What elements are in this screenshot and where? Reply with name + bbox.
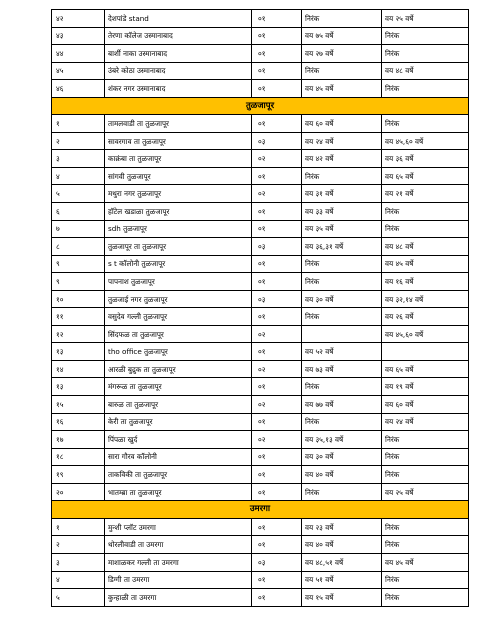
age-col-b-cell: वय ६५ वर्षे (382, 167, 469, 185)
age-col-b-cell: वय २५ वर्षे (382, 10, 469, 28)
age-col-b-cell: वय २४ वर्षे (382, 413, 469, 431)
serial-number-cell: ११ (52, 308, 105, 326)
serial-number-cell: ४३ (52, 27, 105, 45)
count-cell: ०१ (252, 255, 302, 273)
section-title: उमरगा (52, 501, 469, 519)
serial-number-cell: ३ (52, 553, 105, 571)
table-row (52, 45, 469, 63)
place-cell: कुन्हाळी ता उमरगा (105, 589, 252, 607)
age-col-b-cell: वय २५ वर्षे (382, 483, 469, 501)
age-col-a-cell: वय ३६,३१ वर्षे (302, 238, 382, 256)
table-row (52, 483, 469, 501)
serial-number-cell: ४ (52, 571, 105, 589)
count-cell: ०१ (252, 413, 302, 431)
table-row (52, 115, 469, 133)
table-row (52, 273, 469, 291)
table-row (52, 203, 469, 221)
section-header-row (52, 97, 469, 115)
place-cell: सारा गौरव कॉलोनी (105, 448, 252, 466)
serial-number-cell: १३ (52, 378, 105, 396)
count-cell: ०३ (252, 132, 302, 150)
place-cell: हॉटेल खडाळा तुळजापूर (105, 203, 252, 221)
count-cell: ०३ (252, 290, 302, 308)
place-cell: मथुरा नगर तुळजापूर (105, 185, 252, 203)
table-row (52, 413, 469, 431)
age-col-a-cell: वय ४० वर्षे (302, 536, 382, 554)
place-cell: आरळी बुद्रुक ता तुळजापूर (105, 360, 252, 378)
serial-number-cell: ७ (52, 220, 105, 238)
age-col-a-cell: वय ३३ वर्षे (302, 203, 382, 221)
age-col-b-cell: वय ४५ वर्षे (382, 553, 469, 571)
age-col-a-cell: निरंक (302, 378, 382, 396)
age-col-a-cell: निरंक (302, 308, 382, 326)
age-col-a-cell: वय ४२ वर्षे (302, 150, 382, 168)
age-col-b-cell: वय ४८ वर्षे (382, 238, 469, 256)
age-col-b-cell: वय ६५ वर्षे (382, 360, 469, 378)
age-col-a-cell: निरंक (302, 413, 382, 431)
count-cell: ०१ (252, 62, 302, 80)
table-row (52, 308, 469, 326)
count-cell: ०१ (252, 203, 302, 221)
age-col-b-cell: निरंक (382, 27, 469, 45)
count-cell: ०२ (252, 325, 302, 343)
count-cell: ०१ (252, 308, 302, 326)
table-row (52, 238, 469, 256)
count-cell: ०२ (252, 185, 302, 203)
patient-location-table (51, 9, 469, 607)
age-col-a-cell: निरंक (302, 62, 382, 80)
place-cell: डिग्गी ता उमरगा (105, 571, 252, 589)
serial-number-cell: ३ (52, 150, 105, 168)
serial-number-cell: १५ (52, 396, 105, 414)
serial-number-cell: २० (52, 483, 105, 501)
age-col-b-cell: वय १९ वर्षे (382, 378, 469, 396)
place-cell: बारुळ ता तुळजापूर (105, 396, 252, 414)
age-col-a-cell: वय ३५,१३ वर्षे (302, 431, 382, 449)
age-col-b-cell: वय ४५,६० वर्षे (382, 132, 469, 150)
age-col-a-cell: वय ६० वर्षे (302, 115, 382, 133)
age-col-a-cell: वय ५१ वर्षे (302, 571, 382, 589)
serial-number-cell: ६ (52, 203, 105, 221)
age-col-a-cell: निरंक (302, 273, 382, 291)
age-col-b-cell: वय ३२,१४ वर्षे (382, 290, 469, 308)
place-cell: पापनाश तुळजापूर (105, 273, 252, 291)
table-body (52, 10, 469, 607)
age-col-b-cell: वय ४८ वर्षे (382, 62, 469, 80)
place-cell: तुळजापूर ता तुळजापूर (105, 238, 252, 256)
table-row (52, 518, 469, 536)
age-col-a-cell: वय ३१ वर्षे (302, 185, 382, 203)
place-cell: वसुदेव गल्ली तुळजापूर (105, 308, 252, 326)
age-col-b-cell: वय ४५ वर्षे (382, 255, 469, 273)
age-col-a-cell: निरंक (302, 483, 382, 501)
age-col-a-cell: वय ७५ वर्षे (302, 27, 382, 45)
count-cell: ०२ (252, 360, 302, 378)
count-cell: ०२ (252, 396, 302, 414)
count-cell: ०१ (252, 589, 302, 607)
count-cell: ०१ (252, 167, 302, 185)
age-col-a-cell: वय २३ वर्षे (302, 518, 382, 536)
place-cell: भातम्ब्रा ता तुळजापूर (105, 483, 252, 501)
table-row (52, 378, 469, 396)
place-cell: तेरणा कॉलेज उस्मानाबाद (105, 27, 252, 45)
place-cell: मुन्शी प्लॉट उमरगा (105, 518, 252, 536)
age-col-a-cell: वय २४ वर्षे (302, 132, 382, 150)
place-cell: sdh तुळजापूर (105, 220, 252, 238)
age-col-a-cell (302, 325, 382, 343)
age-col-a-cell: वय ३५ वर्षे (302, 220, 382, 238)
count-cell: ०१ (252, 518, 302, 536)
section-title: तुळजापूर (52, 97, 469, 115)
serial-number-cell: ८ (52, 238, 105, 256)
age-col-b-cell: निरंक (382, 536, 469, 554)
count-cell: ०१ (252, 80, 302, 98)
age-col-a-cell: वय १५ वर्षे (302, 589, 382, 607)
count-cell: ०१ (252, 483, 302, 501)
place-cell: tho office तुळजापूर (105, 343, 252, 361)
age-col-a-cell: वय ३० वर्षे (302, 290, 382, 308)
count-cell: ०१ (252, 27, 302, 45)
age-col-b-cell: निरंक (382, 115, 469, 133)
serial-number-cell: १० (52, 290, 105, 308)
place-cell: सिंदफळ ता तुळजापूर (105, 325, 252, 343)
age-col-b-cell: वय ४५,६० वर्षे (382, 325, 469, 343)
age-col-a-cell: वय ७७ वर्षे (302, 396, 382, 414)
age-col-b-cell: वय ६० वर्षे (382, 396, 469, 414)
place-cell: पिंपळा खुर्द (105, 431, 252, 449)
age-col-b-cell: निरंक (382, 431, 469, 449)
count-cell: ०१ (252, 10, 302, 28)
age-col-b-cell: वय २१ वर्षे (382, 185, 469, 203)
table-row (52, 396, 469, 414)
serial-number-cell: १४ (52, 360, 105, 378)
serial-number-cell: १७ (52, 431, 105, 449)
age-col-a-cell: वय ४५ वर्षे (302, 80, 382, 98)
age-col-a-cell: वय ४० वर्षे (302, 466, 382, 484)
table-row (52, 448, 469, 466)
place-cell: देशपांडे stand (105, 10, 252, 28)
table-row (52, 589, 469, 607)
serial-number-cell: १६ (52, 413, 105, 431)
count-cell: ०१ (252, 571, 302, 589)
count-cell: ०२ (252, 150, 302, 168)
serial-number-cell: ९ (52, 273, 105, 291)
age-col-b-cell: निरंक (382, 45, 469, 63)
place-cell: s t कॉलोनी तुळजापूर (105, 255, 252, 273)
age-col-a-cell: वय ५२ वर्षे (302, 343, 382, 361)
table-row (52, 80, 469, 98)
count-cell: ०१ (252, 220, 302, 238)
place-cell: तामलवाडी ता तुळजापूर (105, 115, 252, 133)
place-cell: केरी ता तुळजापूर (105, 413, 252, 431)
age-col-a-cell: वय ३० वर्षे (302, 448, 382, 466)
count-cell: ०१ (252, 45, 302, 63)
table-row (52, 167, 469, 185)
age-col-a-cell: निरंक (302, 10, 382, 28)
serial-number-cell: ९ (52, 255, 105, 273)
age-col-b-cell: निरंक (382, 220, 469, 238)
count-cell: ०२ (252, 431, 302, 449)
place-cell: उंबरे कोठा उस्मानाबाद (105, 62, 252, 80)
table-row (52, 62, 469, 80)
place-cell: बार्शी नाका उस्मानाबाद (105, 45, 252, 63)
table-row (52, 553, 469, 571)
count-cell: ०३ (252, 553, 302, 571)
serial-number-cell: २ (52, 536, 105, 554)
serial-number-cell: ४ (52, 167, 105, 185)
place-cell: थोरलीवाडी ता उमरगा (105, 536, 252, 554)
serial-number-cell: ४२ (52, 10, 105, 28)
age-col-b-cell: निरंक (382, 80, 469, 98)
serial-number-cell: ५ (52, 589, 105, 607)
serial-number-cell: ४६ (52, 80, 105, 98)
count-cell: ०१ (252, 466, 302, 484)
place-cell: मंगरूळ ता तुळजापूर (105, 378, 252, 396)
age-col-b-cell: निरंक (382, 466, 469, 484)
table-row (52, 10, 469, 28)
table-row (52, 360, 469, 378)
table-row (52, 325, 469, 343)
table-row (52, 27, 469, 45)
age-col-b-cell: निरंक (382, 571, 469, 589)
place-cell: ताकविकी ता तुळजापूर (105, 466, 252, 484)
table-row (52, 290, 469, 308)
table-row (52, 431, 469, 449)
table-row (52, 343, 469, 361)
age-col-b-cell (382, 343, 469, 361)
serial-number-cell: १३ (52, 343, 105, 361)
place-cell: सावरगाव ता तुळजापूर (105, 132, 252, 150)
serial-number-cell: १९ (52, 466, 105, 484)
table-row (52, 132, 469, 150)
count-cell: ०१ (252, 536, 302, 554)
serial-number-cell: १ (52, 518, 105, 536)
serial-number-cell: ४५ (52, 62, 105, 80)
age-col-b-cell: निरंक (382, 203, 469, 221)
count-cell: ०१ (252, 115, 302, 133)
serial-number-cell: १ (52, 115, 105, 133)
section-header-row (52, 501, 469, 519)
age-col-b-cell: निरंक (382, 589, 469, 607)
age-col-b-cell: निरंक (382, 448, 469, 466)
count-cell: ०१ (252, 343, 302, 361)
age-col-b-cell: वय ३६ वर्षे (382, 150, 469, 168)
count-cell: ०१ (252, 448, 302, 466)
table-row (52, 150, 469, 168)
count-cell: ०१ (252, 378, 302, 396)
age-col-a-cell: निरंक (302, 255, 382, 273)
table-row (52, 466, 469, 484)
age-col-a-cell: वय ४८,५१ वर्षे (302, 553, 382, 571)
age-col-b-cell: वय १६ वर्षे (382, 273, 469, 291)
serial-number-cell: १२ (52, 325, 105, 343)
serial-number-cell: ५ (52, 185, 105, 203)
age-col-a-cell: निरंक (302, 167, 382, 185)
serial-number-cell: ४४ (52, 45, 105, 63)
table-row (52, 185, 469, 203)
place-cell: तुळजाई नगर तुळजापूर (105, 290, 252, 308)
count-cell: ०३ (252, 238, 302, 256)
place-cell: काक्रंबा ता तुळजापूर (105, 150, 252, 168)
table-row (52, 536, 469, 554)
table-row (52, 255, 469, 273)
age-col-a-cell: वय ७३ वर्षे (302, 360, 382, 378)
place-cell: शंकर नगर उस्मानाबाद (105, 80, 252, 98)
serial-number-cell: २ (52, 132, 105, 150)
table-row (52, 220, 469, 238)
age-col-b-cell: वय २६ वर्षे (382, 308, 469, 326)
count-cell: ०१ (252, 273, 302, 291)
table-row (52, 571, 469, 589)
place-cell: सांगवी तुळजापूर (105, 167, 252, 185)
place-cell: माशाळकर गल्ली ता उमरगा (105, 553, 252, 571)
serial-number-cell: १८ (52, 448, 105, 466)
age-col-b-cell: निरंक (382, 518, 469, 536)
age-col-a-cell: वय २७ वर्षे (302, 45, 382, 63)
